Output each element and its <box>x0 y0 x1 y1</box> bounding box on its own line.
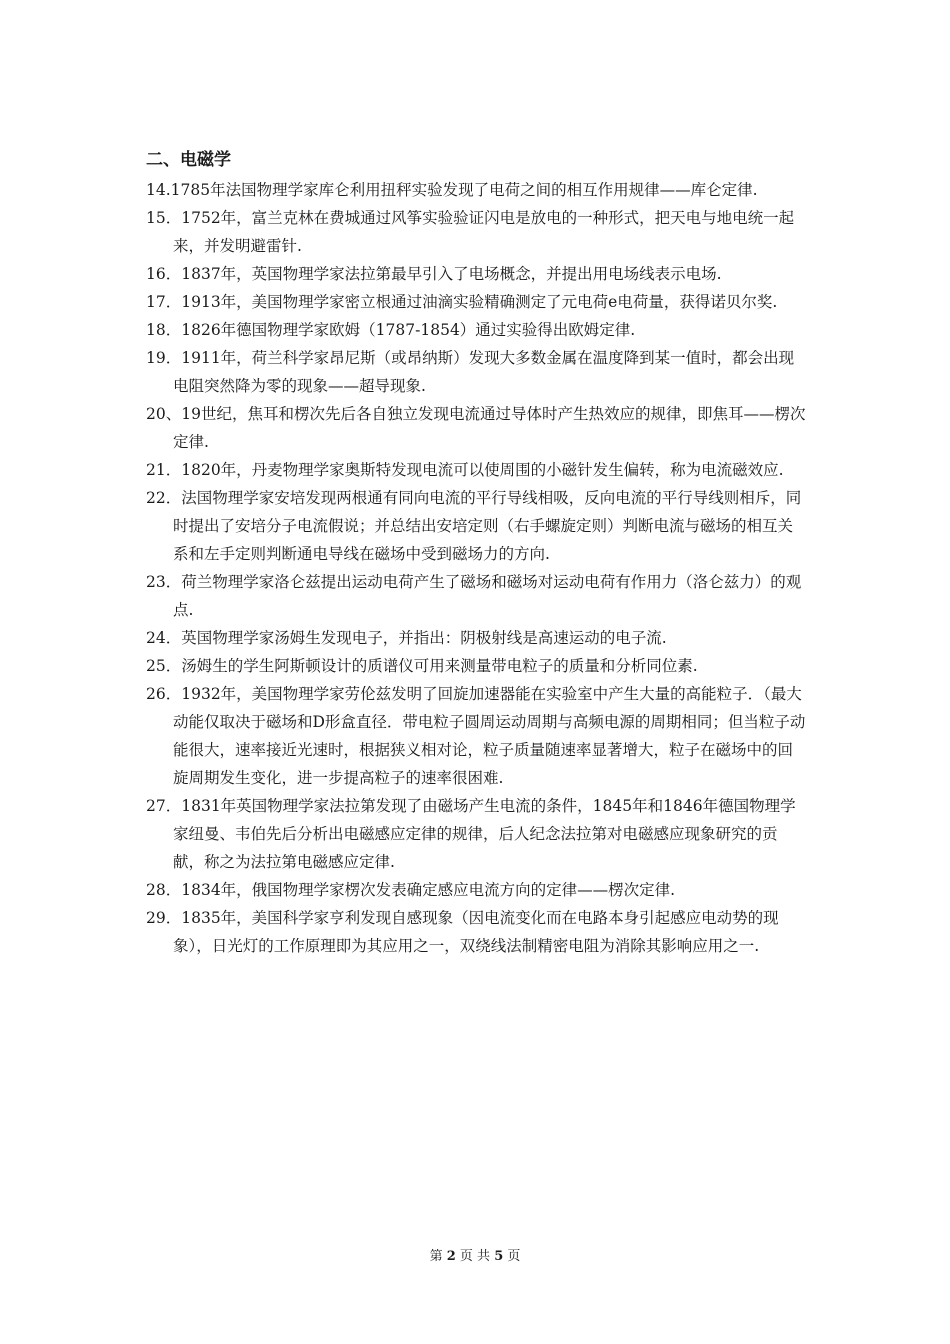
list-item <box>146 288 806 316</box>
history-list <box>146 176 806 960</box>
list-item <box>146 204 806 260</box>
item-text: 19世纪，焦耳和楞次先后各自独立发现电流通过导体时产生热效应的规律，即焦耳——楞次定律. <box>173 405 806 451</box>
list-item <box>146 260 806 288</box>
list-item <box>146 344 806 400</box>
list-item <box>146 176 806 204</box>
item-text: 法国物理学家安培发现两根通有同向电流的平行导线相吸，反向电流的平行导线则相斥，同时提出了安培分子电流假说；并总结出安培定则（右手螺旋定则）判断电流与磁场的相互关系和左手定则判断通电导线在磁场中受到磁场力的方向. <box>173 489 802 563</box>
total-page-count: 5 <box>494 1249 504 1264</box>
list-item <box>146 680 806 792</box>
item-text: 1826年德国物理学家欧姆（1787-1854）通过实验得出欧姆定律. <box>181 321 636 339</box>
item-text: 1752年，富兰克林在费城通过风筝实验验证闪电是放电的一种形式，把天电与地电统一起来，并发明避雷针. <box>173 209 795 255</box>
item-number: 29． <box>146 909 182 927</box>
item-text: 1932年，美国物理学家劳伦兹发明了回旋加速器能在实验室中产生大量的高能粒子．（最大动能仅取决于磁场和D形盒直径．带电粒子圆周运动周期与高频电源的周期相同；但当粒子动能很大，速率接近光速时，根据狭义相对论，粒子质量随速率显著增大，粒子在磁场中的回旋周期发生变化，进一步提高粒子的速率很困难. <box>173 685 806 787</box>
list-item <box>146 904 806 960</box>
list-item <box>146 316 806 344</box>
item-text: 1913年，美国物理学家密立根通过油滴实验精确测定了元电荷e电荷量，获得诺贝尔奖. <box>181 293 778 311</box>
item-number: 19． <box>146 349 182 367</box>
list-item <box>146 456 806 484</box>
list-item <box>146 876 806 904</box>
item-number: 25． <box>146 657 182 675</box>
item-number: 21． <box>146 461 182 479</box>
item-number: 18． <box>146 321 182 339</box>
item-number: 14. <box>146 181 171 199</box>
list-item <box>146 484 806 568</box>
item-number: 24． <box>146 629 182 647</box>
item-number: 28． <box>146 881 182 899</box>
item-text: 1834年，俄国物理学家楞次发表确定感应电流方向的定律——楞次定律. <box>181 881 676 899</box>
item-text: 1835年，美国科学家亨利发现自感现象（因电流变化而在电路本身引起感应电动势的现象），日光灯的工作原理即为其应用之一，双绕线法制精密电阻为消除其影响应用之一. <box>173 909 779 955</box>
page-footer <box>0 1248 950 1266</box>
footer-suffix: 页 <box>507 1249 521 1264</box>
item-number: 23． <box>146 573 182 591</box>
current-page-number: 2 <box>446 1249 456 1264</box>
section-title: 二、电磁学 <box>146 150 231 170</box>
item-text: 英国物理学家汤姆生发现电子，并指出：阴极射线是高速运动的电子流. <box>181 629 667 647</box>
item-number: 15． <box>146 209 182 227</box>
item-text: 1831年英国物理学家法拉第发现了由磁场产生电流的条件，1845年和1846年德国物理学家纽曼、韦伯先后分析出电磁感应定律的规律，后人纪念法拉第对电磁感应现象研究的贡献，称之为法拉第电磁感应定律. <box>173 797 796 871</box>
item-number: 22． <box>146 489 182 507</box>
footer-prefix: 第 <box>429 1249 443 1264</box>
list-item <box>146 652 806 680</box>
list-item <box>146 792 806 876</box>
list-item <box>146 400 806 456</box>
item-number: 20、 <box>146 405 182 423</box>
item-text: 汤姆生的学生阿斯顿设计的质谱仪可用来测量带电粒子的质量和分析同位素. <box>181 657 698 675</box>
item-text: 1911年，荷兰科学家昂尼斯（或昂纳斯）发现大多数金属在温度降到某一值时，都会出现电阻突然降为零的现象——超导现象. <box>173 349 795 395</box>
item-text: 1820年，丹麦物理学家奥斯特发现电流可以使周围的小磁针发生偏转，称为电流磁效应. <box>181 461 784 479</box>
footer-middle: 页 共 <box>459 1249 491 1264</box>
item-number: 26． <box>146 685 182 703</box>
list-item <box>146 568 806 624</box>
item-number: 27． <box>146 797 182 815</box>
item-number: 17． <box>146 293 182 311</box>
item-number: 16． <box>146 265 182 283</box>
item-text: 1785年法国物理学家库仑利用扭秤实验发现了电荷之间的相互作用规律——库仑定律. <box>170 181 758 199</box>
item-text: 1837年，英国物理学家法拉第最早引入了电场概念，并提出用电场线表示电场. <box>181 265 722 283</box>
list-item <box>146 624 806 652</box>
item-text: 荷兰物理学家洛仑兹提出运动电荷产生了磁场和磁场对运动电荷有作用力（洛仑兹力）的观点. <box>173 573 802 619</box>
